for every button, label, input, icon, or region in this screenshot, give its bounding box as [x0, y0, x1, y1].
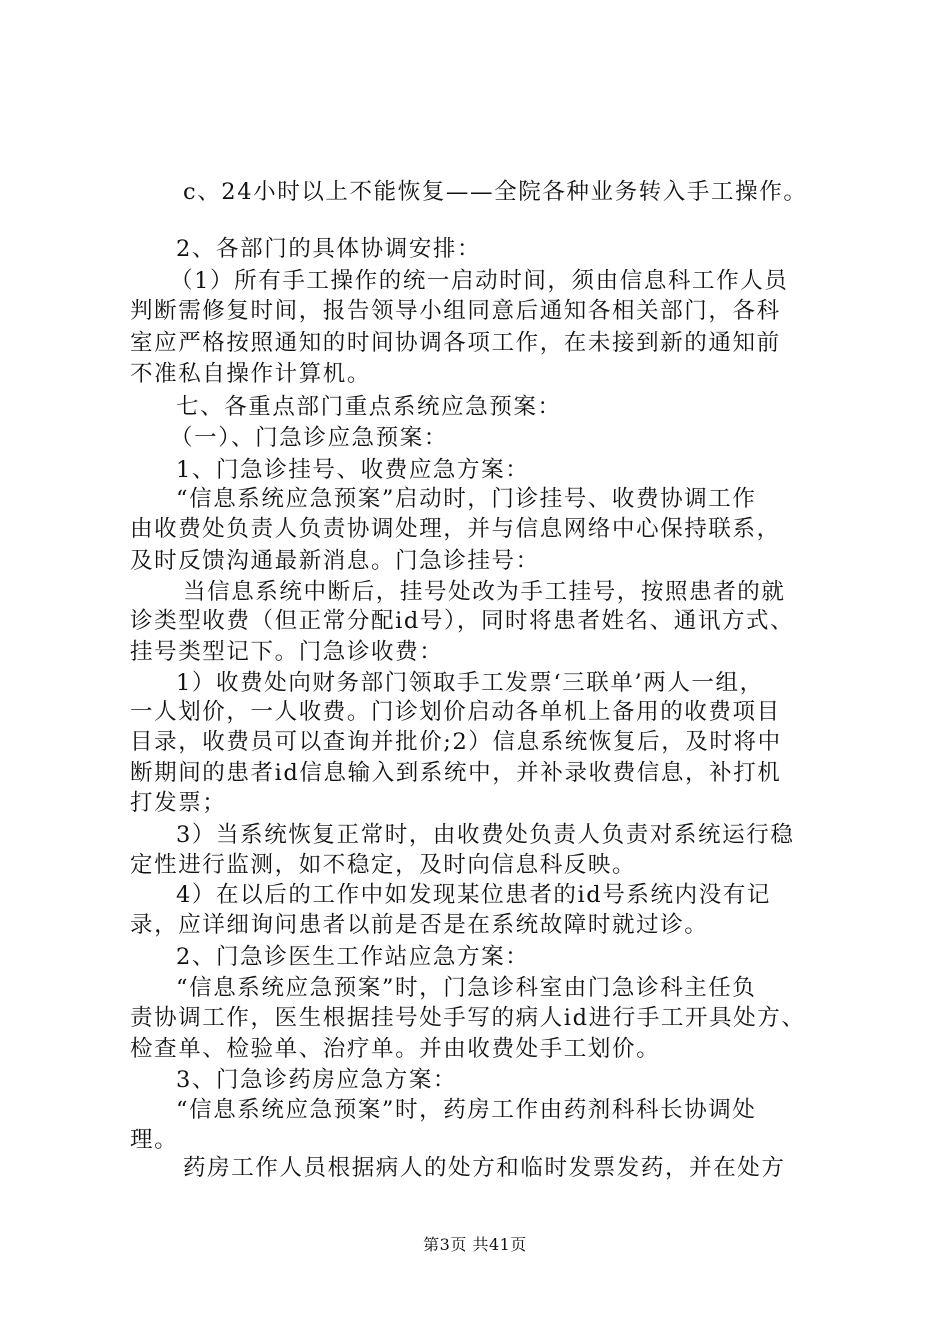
text-line: 药房工作人员根据病人的处方和临时发票发药，并在处方: [183, 1155, 786, 1181]
text-line: 目录，收费员可以查询并批价;2）信息系统恢复后，及时将中: [130, 729, 782, 755]
text-line: 挂号类型记下。门急诊收费：: [130, 639, 444, 665]
text-line: 定性进行监测，如不稳定，及时向信息科反映。: [130, 852, 637, 878]
page-footer: 第3页 共41页: [423, 1235, 527, 1254]
text-line: 理。: [130, 1127, 179, 1153]
text-line: 七、各重点部门重点系统应急预案：: [176, 394, 562, 420]
text-line: 及时反馈沟通最新消息。门急诊挂号：: [130, 548, 540, 574]
text-line: 诊类型收费（但正常分配id号），同时将患者姓名、通讯方式、: [130, 608, 795, 634]
text-line: 2、各部门的具体协调安排：: [176, 236, 482, 262]
text-line: 打发票；: [130, 790, 227, 816]
text-line: “信息系统应急预案”启动时，门诊挂号、收费协调工作: [176, 486, 757, 512]
text-line: 由收费处负责人负责协调处理，并与信息网络中心保持联系，: [130, 516, 781, 542]
text-line: 1、门急诊挂号、收费应急方案：: [176, 457, 530, 483]
text-line: 判断需修复时间，报告领导小组同意后通知各相关部门，各科: [130, 298, 781, 324]
text-line: 一人划价，一人收费。门诊划价启动各单机上备用的收费项目: [130, 699, 781, 725]
text-line: 断期间的患者id信息输入到系统中，并补录收费信息，补打机: [130, 760, 782, 786]
text-line: “信息系统应急预案”时，药房工作由药剂科科长协调处: [176, 1097, 757, 1123]
text-line: 当信息系统中断后，挂号处改为手工挂号，按照患者的就: [183, 579, 786, 605]
text-line: 1）收费处向财务部门领取手工发票‘三联单’两人一组，: [176, 670, 764, 696]
text-line: 3、门急诊药房应急方案：: [176, 1067, 458, 1093]
text-line: 3）当系统恢复正常时，由收费处负责人负责对系统运行稳: [176, 822, 795, 848]
text-line: 录，应详细询问患者以前是否是在系统故障时就过诊。: [130, 912, 709, 938]
text-line: c、24小时以上不能恢复——全院各种业务转入手工操作。: [183, 179, 808, 205]
text-line: 检查单、检验单、治疗单。并由收费处手工划价。: [130, 1036, 661, 1062]
text-line: “信息系统应急预案”时，门急诊科室由门急诊科主任负: [176, 975, 757, 1001]
text-line: 责协调工作，医生根据挂号处手写的病人id进行手工开具处方、: [130, 1005, 806, 1031]
text-line: 不准私自操作计算机。: [130, 361, 372, 387]
text-line: 2、门急诊医生工作站应急方案：: [176, 944, 530, 970]
text-line: （1）所有手工操作的统一启动时间，须由信息科工作人员: [170, 268, 789, 294]
text-line: （一）、门急诊应急预案：: [170, 425, 448, 451]
text-line: 4）在以后的工作中如发现某位患者的id号系统内没有记: [176, 882, 772, 908]
text-line: 室应严格按照通知的时间协调各项工作，在未接到新的通知前: [130, 330, 781, 356]
